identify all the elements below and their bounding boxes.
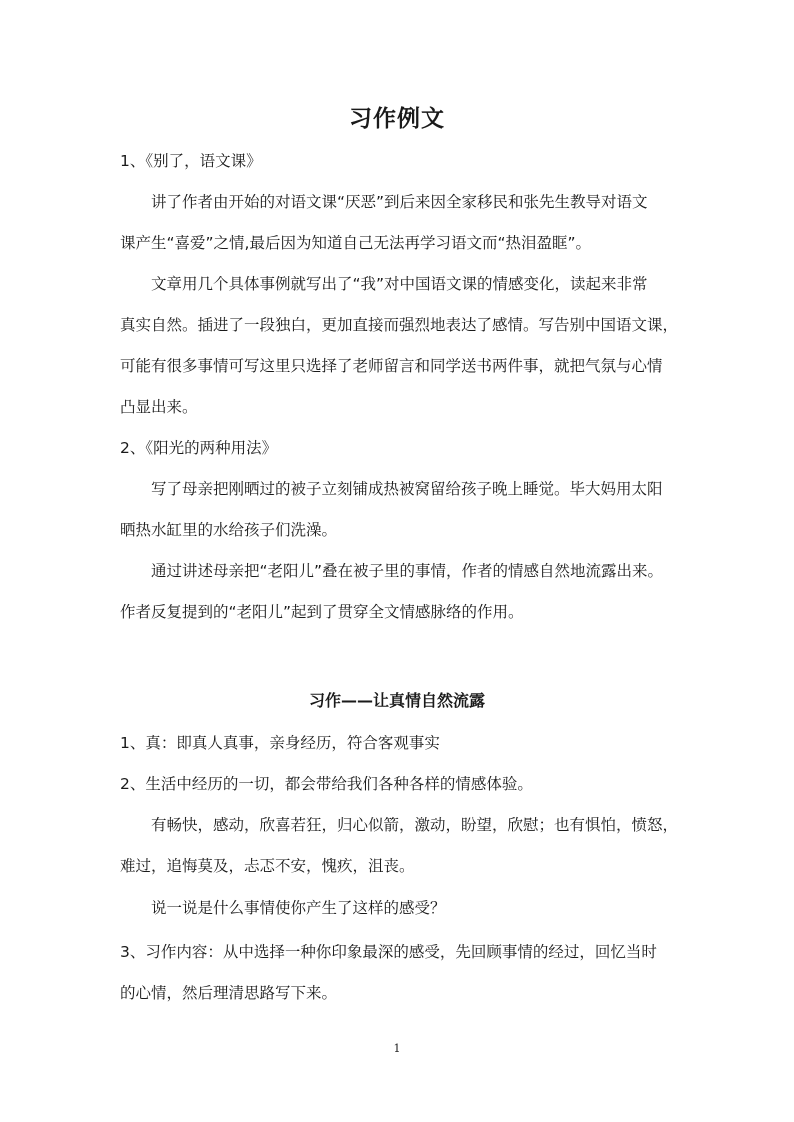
essay-1-analysis-line-1: 文章用几个具体事例就写出了“我”对中国语文课的情感变化，读起来非常 (151, 275, 648, 293)
discussion-prompt: 说一说是什么事情使你产生了这样的感受？ (151, 899, 446, 917)
writing-point-2: 2、生活中经历的一切，都会带给我们各种各样的情感体验。 (120, 775, 533, 793)
emotion-list-line-1: 有畅快，感动，欣喜若狂，归心似箭，激动，盼望，欣慰；也有惧怕，愤怒， (151, 816, 679, 834)
page-number: 1 (393, 1042, 401, 1055)
essay-2-analysis-line-2: 作者反复提到的“老阳儿”起到了贯穿全文情感脉络的作用。 (120, 603, 524, 621)
writing-point-3-line-1: 3、习作内容：从中选择一种你印象最深的感受，先回顾事情的经过，回忆当时 (120, 943, 657, 961)
essay-1-analysis-line-4: 凸显出来。 (120, 398, 198, 416)
essay-1-analysis-line-3: 可能有很多事情可写这里只选择了老师留言和同学送书两件事，就把气氛与心情 (120, 357, 663, 375)
writing-point-1: 1、真：即真人真事，亲身经历，符合客观事实 (120, 734, 440, 752)
essay-1-analysis-line-2: 真实自然。插进了一段独白，更加直接而强烈地表达了感情。写告别中国语文课， (120, 316, 679, 334)
essay-2-summary-line-2: 晒热水缸里的水给孩子们洗澡。 (120, 521, 338, 539)
writing-point-3-line-2: 的心情，然后理清思路写下来。 (120, 984, 338, 1002)
emotion-list-line-2: 难过，追悔莫及，忐忑不安，愧疚，沮丧。 (120, 857, 415, 875)
essay-2-heading: 2、《阳光的两种用法》 (120, 439, 278, 457)
section-title: 习作——让真情自然流露 (308, 691, 485, 710)
essay-2-analysis-line-1: 通过讲述母亲把“老阳儿”叠在被子里的事情，作者的情感自然地流露出来。 (151, 562, 664, 580)
essay-2-summary-line-1: 写了母亲把刚晒过的被子立刻铺成热被窝留给孩子晚上睡觉。毕大妈用太阳 (151, 480, 663, 498)
essay-1-heading: 1、《别了，语文课》 (120, 152, 262, 170)
essay-1-summary-line-1: 讲了作者由开始的对语文课“厌恶”到后来因全家移民和张先生教导对语文 (151, 193, 648, 211)
document-title: 习作例文 (349, 106, 445, 132)
essay-1-summary-line-2: 课产生“喜爱”之情,最后因为知道自己无法再学习语文而“热泪盈眶”。 (120, 234, 592, 252)
